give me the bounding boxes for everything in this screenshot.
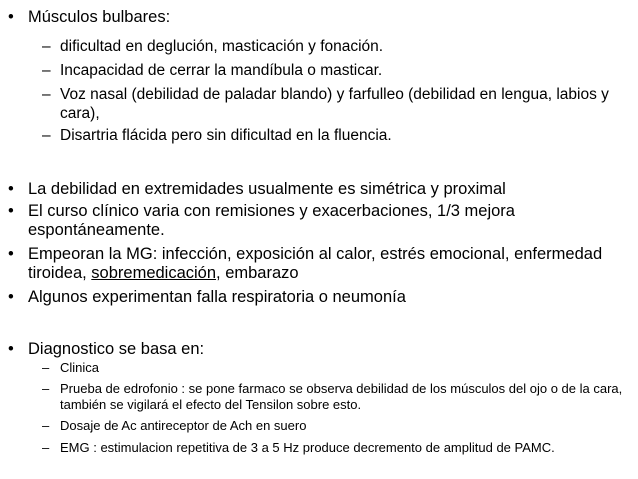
sub-bullet-mandible (42, 61, 632, 80)
dash-bullet: – (42, 381, 50, 396)
sub-bullet-text: Disartria flácida pero sin dificultad en la fluencia. (60, 127, 392, 144)
bullet-text: El curso clínico varia con remisiones y exacerbaciones, 1/3 mejora espontáneamente. (28, 202, 515, 239)
dash-bullet: – (42, 62, 51, 79)
bullet-text-pre: Empeoran la MG: infección, exposición al calor, estrés emocional, enfermedad tiroidea, (28, 245, 603, 282)
dash-bullet: – (42, 418, 50, 433)
bullet-dot: • (8, 180, 14, 198)
sub-bullet-text: Prueba de edrofonio : se pone farmaco se observa debilidad de los músculos del ojo o de la cara, también se vigilará el efecto del Tensilon sobre esto. (60, 381, 623, 412)
bullet-text: La debilidad en extremidades usualmente es simétrica y proximal (28, 180, 506, 198)
dash-bullet: – (42, 127, 51, 144)
sub-bullet-text: Incapacidad de cerrar la mandíbula o masticar. (60, 62, 383, 79)
sub-bullet-clinica (42, 360, 632, 376)
bullet-dot: • (8, 245, 14, 263)
bullet-dot: • (8, 8, 14, 26)
sub-bullet-text: Voz nasal (debilidad de paladar blando) y farfulleo (debilidad en lengua, labios y cara), (60, 86, 609, 122)
bullet-dot: • (8, 202, 14, 220)
sub-bullet-nasal-voice (42, 85, 632, 123)
sub-bullet-edrofonio (42, 381, 632, 413)
bullet-bulbar-muscles (6, 8, 632, 27)
sub-bullet-deglution (42, 37, 632, 56)
bullet-limb-weakness (6, 180, 632, 199)
bullet-text: Diagnostico se basa en: (28, 340, 205, 358)
bullet-diagnosis (6, 340, 632, 359)
dash-bullet: – (42, 86, 51, 103)
sub-bullet-text: EMG : estimulacion repetitiva de 3 a 5 Hz produce decremento de amplitud de PAMC. (60, 440, 555, 455)
sub-bullet-emg (42, 440, 632, 456)
sub-bullet-text: Dosaje de Ac antireceptor de Ach en suero (60, 418, 307, 433)
sub-bullet-text: Clinica (60, 360, 100, 375)
bullet-dot: • (8, 288, 14, 306)
bullet-respiratory-failure (6, 288, 632, 307)
bullet-text-post: , embarazo (216, 264, 299, 282)
bullet-dot: • (8, 340, 14, 358)
sub-bullet-dysarthria (42, 126, 632, 145)
sub-bullet-text: dificultad en deglución, masticación y fonación. (60, 38, 384, 55)
bullet-clinical-course (6, 202, 632, 240)
sobremedicacion-link[interactable]: sobremedicación (91, 264, 217, 282)
bullet-worsening-factors (6, 245, 632, 283)
bullet-text: Algunos experimentan falla respiratoria o neumonía (28, 288, 406, 306)
dash-bullet: – (42, 38, 51, 55)
dash-bullet: – (42, 360, 50, 375)
sub-bullet-dosaje (42, 418, 632, 434)
dash-bullet: – (42, 440, 50, 455)
bullet-text: Músculos bulbares: (28, 8, 171, 26)
